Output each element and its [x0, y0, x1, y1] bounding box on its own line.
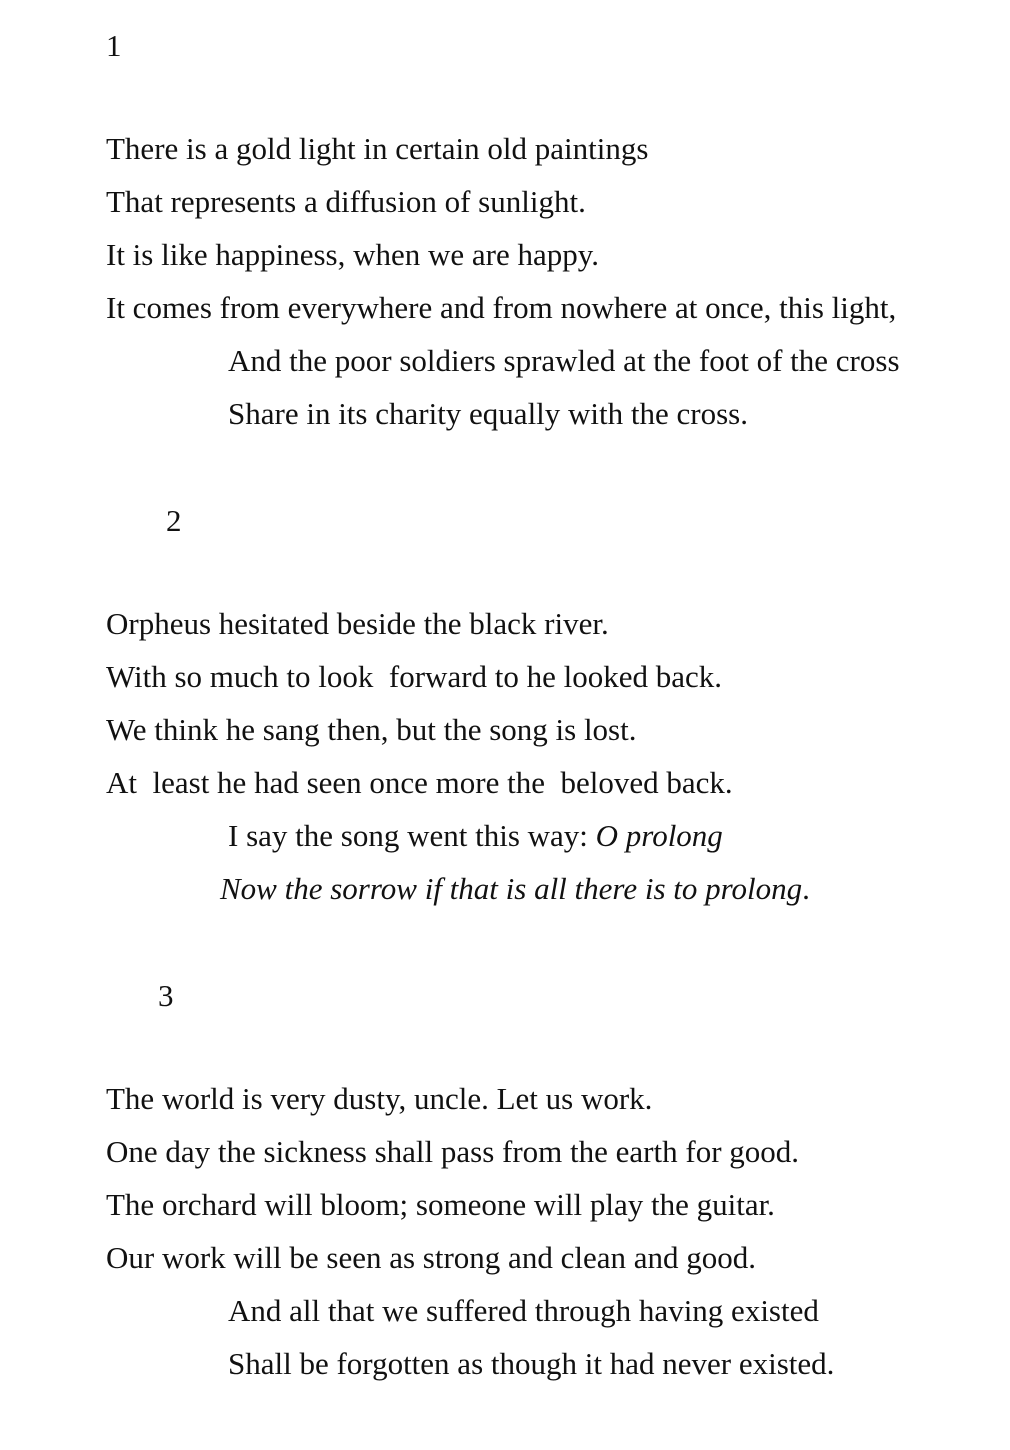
- poem-line: There is a gold light in certain old paintings: [106, 131, 649, 166]
- poem-line-indented: [228, 820, 723, 851]
- poem-line-italic: Now the sorrow if that is all there is to prolong: [220, 871, 803, 906]
- poem-line: It comes from everywhere and from nowhere at once, this light,: [106, 290, 897, 325]
- poem-line: Our work will be seen as strong and clean and good.: [106, 1240, 756, 1275]
- section-number: 1: [106, 28, 122, 63]
- poem-line-indented: [220, 873, 810, 904]
- poem-line: That represents a diffusion of sunlight.: [106, 184, 586, 219]
- section-number: 3: [158, 978, 174, 1013]
- poem-line: It is like happiness, when we are happy.: [106, 237, 599, 272]
- poem-line-italic: O prolong: [595, 818, 723, 853]
- section-number: 2: [166, 503, 182, 538]
- poem-line: The world is very dusty, uncle. Let us work.: [106, 1081, 653, 1116]
- poem-line: At least he had seen once more the beloved back.: [106, 765, 733, 800]
- poem-line: Orpheus hesitated beside the black river.: [106, 606, 609, 641]
- poem-line: One day the sickness shall pass from the earth for good.: [106, 1134, 800, 1169]
- poem-line: The orchard will bloom; someone will play the guitar.: [106, 1187, 775, 1222]
- poem-line-indented: Shall be forgotten as though it had never existed.: [228, 1346, 835, 1381]
- poem-line: With so much to look forward to he looked back.: [106, 659, 723, 694]
- poem-line-indented: And the poor soldiers sprawled at the foot of the cross: [228, 343, 900, 378]
- poem-line-text: .: [802, 871, 810, 906]
- poem-line: We think he sang then, but the song is lost.: [106, 712, 637, 747]
- poem-line-indented: Share in its charity equally with the cross.: [228, 396, 748, 431]
- poem-line-text: I say the song went this way:: [228, 818, 596, 853]
- poem-line-indented: And all that we suffered through having existed: [228, 1293, 819, 1328]
